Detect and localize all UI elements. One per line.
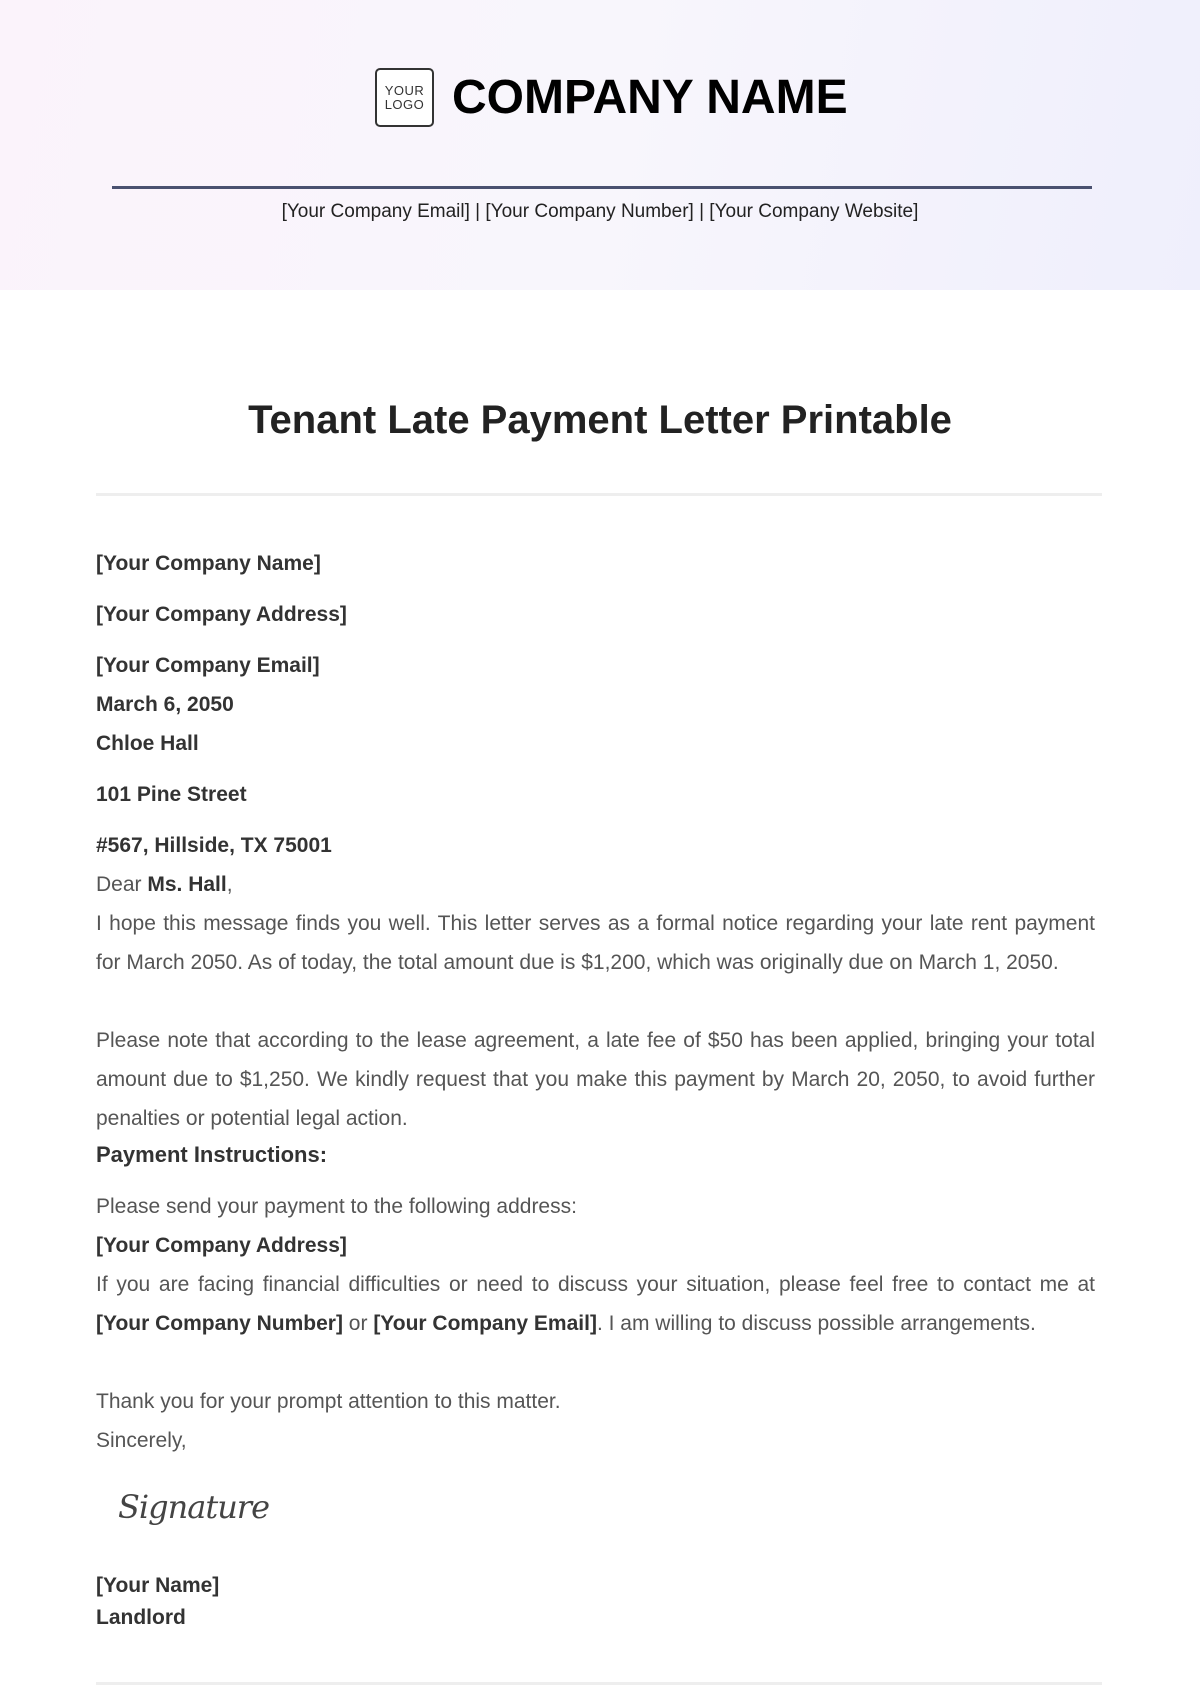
contact-text: . I am willing to discuss possible arrangements. <box>596 1312 1036 1335</box>
sender-email: [Your Company Email] <box>96 654 320 677</box>
contact-text: or <box>342 1312 374 1335</box>
document-title: Tenant Late Payment Letter Printable <box>248 398 952 442</box>
contact-email: [Your Company Email] <box>373 1312 597 1335</box>
paragraph-contact <box>96 1265 1095 1343</box>
closing: Sincerely, <box>96 1429 187 1452</box>
salutation-prefix: Dear <box>96 873 148 896</box>
contact-number: [Your Company Number] <box>96 1312 343 1335</box>
divider <box>96 493 1102 496</box>
payment-address: [Your Company Address] <box>96 1234 347 1257</box>
salutation-name: Ms. Hall <box>147 873 227 896</box>
signer-name: [Your Name] <box>96 1574 220 1597</box>
sender-address: [Your Company Address] <box>96 603 347 626</box>
sender-name: [Your Company Name] <box>96 552 321 575</box>
recipient-street: 101 Pine Street <box>96 783 247 806</box>
company-contacts: [Your Company Email] | [Your Company Number] | [Your Company Website] <box>281 201 919 222</box>
logo-placeholder <box>375 68 434 127</box>
company-name: COMPANY NAME <box>452 71 848 124</box>
payment-instructions-heading: Payment Instructions: <box>96 1142 328 1167</box>
contact-text: If you are facing financial difficulties or need to discuss your situation, please feel free to contact me at <box>96 1273 1095 1296</box>
paragraph-late-fee: Please note that according to the lease agreement, a late fee of $50 has been applied, bringing your total amount due to $1,250. We kindly request that you make this payment by March 20, 2050, to avoid further penalties or potential legal action. <box>96 1029 1095 1130</box>
divider <box>96 1682 1102 1685</box>
logo-text: YOUR <box>384 82 425 98</box>
letter-date: March 6, 2050 <box>96 693 234 716</box>
logo-text: LOGO <box>384 96 425 112</box>
letterhead <box>0 0 1200 290</box>
salutation <box>96 871 1096 899</box>
paragraph-notice: I hope this message finds you well. This letter serves as a formal notice regarding your late rent payment for March 2050. As of today, the total amount due is $1,200, which was originally due on March 1, 2050. <box>96 912 1095 974</box>
thanks-line: Thank you for your prompt attention to this matter. <box>96 1390 561 1413</box>
recipient-name: Chloe Hall <box>96 732 199 755</box>
header-divider <box>112 186 1092 189</box>
salutation-suffix: , <box>226 873 233 896</box>
signature: Signature <box>118 1488 270 1526</box>
payment-text: Please send your payment to the following address: <box>96 1195 577 1218</box>
signer-role: Landlord <box>96 1606 186 1629</box>
recipient-city: #567, Hillside, TX 75001 <box>96 834 332 857</box>
